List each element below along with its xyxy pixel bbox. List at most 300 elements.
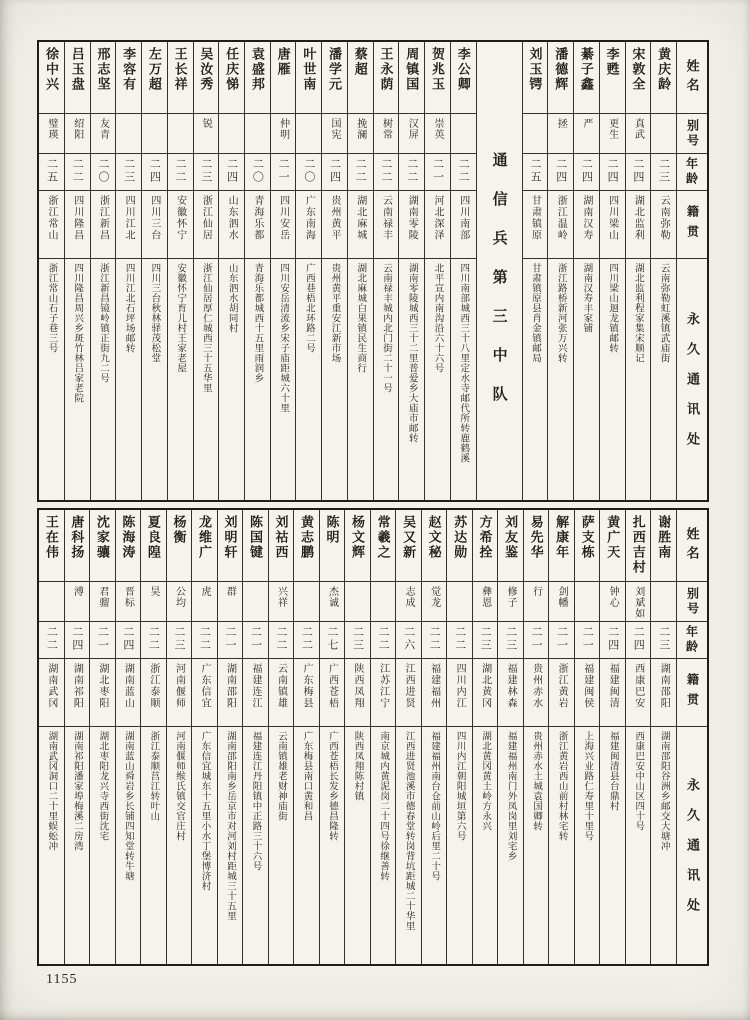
- entry-origin: 福建闽侯: [581, 663, 593, 709]
- entry-age: 二一: [431, 158, 444, 184]
- entry-origin-cell: [39, 191, 64, 259]
- entry-origin: 浙江常山: [45, 195, 57, 241]
- entry-origin: 江苏江宁: [377, 663, 389, 709]
- entry-origin: 贵州黄平: [329, 195, 341, 241]
- directory-entry-column: [398, 42, 424, 500]
- entry-age-cell: [116, 622, 141, 659]
- entry-alias-cell: [425, 114, 450, 154]
- entry-alias: 挽澜: [354, 118, 366, 140]
- entry-age: 二四: [580, 158, 593, 184]
- entry-address: 湖北监利程家集宋顺记: [632, 263, 644, 363]
- entry-name: 萨支栋: [579, 515, 595, 560]
- entry-name-cell: [451, 42, 476, 114]
- entry-name: 潘德辉: [553, 47, 569, 92]
- entry-alias-cell: [243, 582, 268, 622]
- entry-origin-cell: [271, 191, 296, 259]
- entry-age: 二三: [479, 626, 492, 652]
- entry-address: 云南弥勒虹溪镇武庙街: [658, 263, 670, 363]
- entry-age-cell: [574, 154, 599, 191]
- entry-address: 湖北枣阳龙兴寺西街沈宅: [97, 731, 109, 841]
- entry-alias-cell: [399, 114, 424, 154]
- entry-age: 二四: [70, 626, 83, 652]
- entry-age-cell: [498, 622, 523, 659]
- header-address-text: 永久通讯处: [685, 777, 700, 928]
- entry-origin-cell: [194, 191, 219, 259]
- entry-address-cell: [296, 259, 321, 500]
- entry-alias: 崇英: [431, 118, 443, 140]
- entry-origin: 云南镇雄: [275, 663, 287, 709]
- entry-name-cell: [626, 510, 651, 582]
- entry-alias-cell: [39, 582, 64, 622]
- entry-address: 四川三台秋林驿茂松堂: [149, 263, 161, 363]
- directory-entry-column: [64, 42, 90, 500]
- table-header-column: [676, 42, 707, 500]
- entry-name-cell: [296, 42, 321, 114]
- directory-entry-column: [344, 510, 370, 964]
- entry-name-cell: [65, 510, 90, 582]
- entry-origin-cell: [396, 659, 421, 727]
- entry-age-cell: [320, 622, 345, 659]
- entry-age: 二一: [223, 626, 236, 652]
- entry-name-cell: [447, 510, 472, 582]
- entry-alias-cell: [473, 582, 498, 622]
- entry-alias: 溥: [71, 586, 83, 597]
- entry-age-cell: [296, 154, 321, 191]
- entry-origin-cell: [192, 659, 217, 727]
- entry-name: 李甦: [604, 47, 620, 77]
- entry-address-cell: [473, 727, 498, 964]
- entry-alias-cell: [296, 114, 321, 154]
- entry-address-cell: [116, 259, 141, 500]
- entry-origin: 湖南邵阳: [658, 663, 670, 709]
- entry-origin: 四川隆昌: [71, 195, 83, 241]
- entry-name-cell: [245, 42, 270, 114]
- entry-age-cell: [396, 622, 421, 659]
- entry-name-cell: [651, 510, 676, 582]
- entry-origin: 河北深泽: [431, 195, 443, 241]
- entry-name: 陈明: [324, 515, 340, 545]
- entry-age-cell: [65, 154, 90, 191]
- directory-entry-column: [373, 42, 399, 500]
- directory-entry-column: [90, 42, 116, 500]
- entry-origin-cell: [116, 659, 141, 727]
- entry-origin-cell: [320, 659, 345, 727]
- entry-origin: 广东南海: [303, 195, 315, 241]
- entry-age-cell: [371, 622, 396, 659]
- entry-name: 叶世南: [301, 47, 317, 92]
- entry-name-cell: [194, 42, 219, 114]
- entry-alias: 觉龙: [428, 586, 440, 608]
- entry-origin: 四川江北: [123, 195, 135, 241]
- entry-alias-cell: [348, 114, 373, 154]
- entry-name-cell: [399, 42, 424, 114]
- entry-age-cell: [473, 622, 498, 659]
- entry-address-cell: [219, 259, 244, 500]
- roster-table-bottom: [37, 508, 709, 966]
- entry-age: 二四: [632, 626, 645, 652]
- entry-name-cell: [574, 42, 599, 114]
- header-age-text: 年龄: [684, 625, 699, 655]
- entry-name-cell: [396, 510, 421, 582]
- entry-origin-cell: [91, 191, 116, 259]
- entry-alias: 晋标: [122, 586, 134, 608]
- entry-name: 徐中兴: [43, 47, 59, 92]
- entry-age: 二六: [402, 626, 415, 652]
- entry-origin-cell: [116, 191, 141, 259]
- entry-age: 二一: [555, 626, 568, 652]
- entry-origin: 广东信宜: [198, 663, 210, 709]
- entry-alias-cell: [322, 114, 347, 154]
- entry-origin: 云南弥勒: [658, 195, 670, 241]
- entry-address: 浙江黄岩西山前村林宅转: [556, 731, 568, 841]
- entry-address-cell: [548, 259, 573, 500]
- directory-entry-column: [268, 510, 294, 964]
- directory-entry-column: [370, 510, 396, 964]
- entry-address-cell: [451, 259, 476, 500]
- entry-age-cell: [218, 622, 243, 659]
- entry-origin: 湖北黄冈: [479, 663, 491, 709]
- entry-origin-cell: [219, 191, 244, 259]
- entry-address: 福建闽清县台鼎村: [607, 731, 619, 811]
- entry-name: 常羲之: [375, 515, 391, 560]
- entry-age-cell: [168, 154, 193, 191]
- entry-alias-cell: [651, 114, 676, 154]
- entry-origin-cell: [296, 191, 321, 259]
- entry-address-cell: [245, 259, 270, 500]
- entry-alias-cell: [320, 582, 345, 622]
- entry-address-cell: [498, 727, 523, 964]
- entry-name-cell: [116, 42, 141, 114]
- entry-address-cell: [243, 727, 268, 964]
- entry-alias: 钟心: [607, 586, 619, 608]
- entry-address-cell: [399, 259, 424, 500]
- entry-name: 吕玉盘: [69, 47, 85, 92]
- entry-origin: 四川南部: [457, 195, 469, 241]
- entry-name-cell: [116, 510, 141, 582]
- entry-origin: 陕西凤翔: [352, 663, 364, 709]
- entry-age: 二〇: [96, 158, 109, 184]
- entry-name-cell: [142, 42, 167, 114]
- entry-alias-cell: [168, 114, 193, 154]
- entry-name-cell: [524, 510, 549, 582]
- entry-origin-cell: [549, 659, 574, 727]
- entry-origin-cell: [473, 659, 498, 727]
- entry-age-cell: [194, 154, 219, 191]
- entry-alias-cell: [294, 582, 319, 622]
- entry-age: 二三: [657, 158, 670, 184]
- entry-age: 二二: [428, 626, 441, 652]
- directory-entry-column: [244, 42, 270, 500]
- entry-age: 二四: [606, 626, 619, 652]
- entry-address: 云南禄丰城内北门街二十一号: [381, 263, 393, 393]
- entry-origin: 湖南祁阳: [71, 663, 83, 709]
- entry-age-cell: [422, 622, 447, 659]
- directory-entry-column: [650, 510, 676, 964]
- entry-address: 浙江仙居厚仁城西三十五华里: [200, 263, 212, 393]
- entry-alias-cell: [651, 582, 676, 622]
- header-origin-text: 籍贯: [685, 672, 700, 713]
- entry-address: 四川南部城西三十八里定水寺邮代所转鹿鹤溪: [458, 263, 470, 463]
- entry-alias-cell: [447, 582, 472, 622]
- entry-age: 二五: [528, 158, 541, 184]
- entry-origin-cell: [218, 659, 243, 727]
- entry-address-cell: [167, 727, 192, 964]
- entry-address-cell: [141, 727, 166, 964]
- entry-alias-cell: [167, 582, 192, 622]
- entry-origin: 四川三台: [148, 195, 160, 241]
- entry-alias: 友青: [97, 118, 109, 140]
- entry-address: 湖南邵阳谷洲乡邮交大塘冲: [658, 731, 670, 851]
- entry-address-cell: [651, 259, 676, 500]
- header-origin-label: [677, 191, 707, 259]
- entry-alias-cell: [194, 114, 219, 154]
- entry-origin-cell: [142, 191, 167, 259]
- entry-age: 二四: [554, 158, 567, 184]
- entry-name-cell: [422, 510, 447, 582]
- entry-origin-cell: [39, 659, 64, 727]
- entry-name-cell: [269, 510, 294, 582]
- entry-alias: 真武: [632, 118, 644, 140]
- entry-name-cell: [243, 510, 268, 582]
- directory-entry-column: [295, 42, 321, 500]
- roster-table-top: [37, 40, 709, 502]
- entry-origin: 河南偃师: [173, 663, 185, 709]
- entry-address-cell: [39, 727, 64, 964]
- entry-age-cell: [399, 154, 424, 191]
- entry-name: 綦子鑫: [578, 47, 594, 92]
- entry-alias: 刘斌如: [632, 586, 644, 619]
- entry-origin: 浙江温岭: [555, 195, 567, 241]
- entry-address-cell: [600, 259, 625, 500]
- entry-origin-cell: [575, 659, 600, 727]
- entry-address: 青海乐都城西十五里雨润乡: [252, 263, 264, 383]
- entry-address-cell: [626, 727, 651, 964]
- entry-age-cell: [116, 154, 141, 191]
- entry-name: 吴又新: [401, 515, 417, 560]
- entry-origin: 江西进贤: [403, 663, 415, 709]
- directory-entry-column: [450, 42, 476, 500]
- entry-age-cell: [451, 154, 476, 191]
- entry-name-cell: [473, 510, 498, 582]
- entry-age: 二一: [249, 626, 262, 652]
- entry-address: 浙江常山石子巷三号: [46, 263, 58, 353]
- entry-address: 上海兴业路仁寿里十里号: [582, 731, 594, 841]
- entry-name: 刘友鉴: [503, 515, 519, 560]
- entry-age: 二三: [122, 158, 135, 184]
- entry-name-cell: [271, 42, 296, 114]
- entry-name: 周镇国: [404, 47, 420, 92]
- entry-origin: 广东梅县: [301, 663, 313, 709]
- entry-alias-cell: [245, 114, 270, 154]
- entry-alias-cell: [269, 582, 294, 622]
- directory-entry-column: [472, 510, 498, 964]
- entry-origin-cell: [65, 191, 90, 259]
- entry-name-cell: [626, 42, 651, 114]
- entry-alias-cell: [626, 114, 651, 154]
- entry-age: 二七: [326, 626, 339, 652]
- entry-address-cell: [65, 259, 90, 500]
- entry-age: 二二: [377, 626, 390, 652]
- entry-address: 湖南汉寿丰家铺: [581, 263, 593, 333]
- entry-age: 二一: [530, 626, 543, 652]
- directory-entry-column: [270, 42, 296, 500]
- entry-name: 蔡超: [352, 47, 368, 77]
- entry-age-cell: [447, 622, 472, 659]
- directory-entry-column: [548, 510, 574, 964]
- directory-entry-column: [319, 510, 345, 964]
- unit-title-text: 通信兵第三中队: [490, 152, 508, 425]
- entry-origin-cell: [422, 659, 447, 727]
- entry-address-cell: [116, 727, 141, 964]
- entry-name-cell: [600, 42, 625, 114]
- entry-age-cell: [269, 622, 294, 659]
- header-address-label: [677, 259, 707, 500]
- entry-origin: 湖南蓝山: [122, 663, 134, 709]
- entry-age-cell: [600, 154, 625, 191]
- header-name-label: [677, 42, 707, 114]
- entry-age: 二四: [631, 158, 644, 184]
- entry-name: 刘玉锷: [527, 47, 543, 92]
- directory-entry-column: [574, 510, 600, 964]
- entry-alias: 严: [580, 118, 592, 129]
- entry-origin: 西康巴安: [632, 663, 644, 709]
- entry-alias-cell: [219, 114, 244, 154]
- entry-address: 福建福州南门外凤岗里刘宅乡: [505, 731, 517, 861]
- entry-name-cell: [322, 42, 347, 114]
- entry-alias: 昊: [147, 586, 159, 597]
- entry-age: 二三: [199, 158, 212, 184]
- header-name-label: [677, 510, 707, 582]
- entry-age-cell: [141, 622, 166, 659]
- entry-age-cell: [167, 622, 192, 659]
- entry-name: 解康年: [554, 515, 570, 560]
- entry-origin-cell: [451, 191, 476, 259]
- entry-name-cell: [575, 510, 600, 582]
- entry-name-cell: [168, 42, 193, 114]
- entry-alias: 公均: [173, 586, 185, 608]
- entry-address: 湖南零陵城西三十二里普爱乡大庙市邮转: [406, 263, 418, 443]
- entry-name-cell: [65, 42, 90, 114]
- entry-address: 广西苍梧长发乡德昌隆转: [327, 731, 339, 841]
- entry-alias: 杰诚: [326, 586, 338, 608]
- entry-alias: 更生: [606, 118, 618, 140]
- entry-address-cell: [374, 259, 399, 500]
- entry-age-cell: [39, 622, 64, 659]
- entry-origin-cell: [600, 191, 625, 259]
- entry-alias-cell: [142, 114, 167, 154]
- entry-name: 赵文秘: [426, 515, 442, 560]
- entry-address: 四川隆昌周兴乡斑竹林吕家老院: [72, 263, 84, 403]
- entry-age-cell: [39, 154, 64, 191]
- entry-address: 湖北黄冈黄土岭方永兴: [480, 731, 492, 831]
- directory-entry-column: [191, 510, 217, 964]
- entry-name: 杨衡: [171, 515, 187, 545]
- entry-name-cell: [651, 42, 676, 114]
- entry-origin: 福建闽清: [607, 663, 619, 709]
- entry-age-cell: [271, 154, 296, 191]
- entry-address: 浙江新昌镜岭镇正街九二号: [97, 263, 109, 383]
- entry-address: 云南镇雄老财神庙街: [276, 731, 287, 821]
- entry-alias-cell: [523, 114, 548, 154]
- entry-origin-cell: [651, 659, 676, 727]
- entry-age: 二二: [300, 626, 313, 652]
- header-alias-label: [677, 582, 707, 622]
- entry-name-cell: [320, 510, 345, 582]
- entry-name-cell: [294, 510, 319, 582]
- entry-age: 二五: [45, 158, 58, 184]
- entry-alias: 锐: [200, 118, 212, 129]
- entry-name: 刘祜西: [273, 515, 289, 560]
- entry-address: 福建福州南台仓前山岭后里二十号: [429, 731, 441, 881]
- entry-name: 唐科扬: [69, 515, 85, 560]
- entry-age-cell: [374, 154, 399, 191]
- entry-origin-cell: [498, 659, 523, 727]
- entry-address: 浙江路桥新河张万兴转: [555, 263, 567, 363]
- entry-address-cell: [142, 259, 167, 500]
- entry-alias-cell: [626, 582, 651, 622]
- header-origin-label: [677, 659, 707, 727]
- entry-age: 二〇: [302, 158, 315, 184]
- entry-alias-cell: [451, 114, 476, 154]
- entry-address-cell: [348, 259, 373, 500]
- entry-age-cell: [548, 154, 573, 191]
- entry-origin-cell: [167, 659, 192, 727]
- entry-alias-cell: [65, 582, 90, 622]
- entry-age: 二二: [147, 626, 160, 652]
- entry-address-cell: [422, 727, 447, 964]
- entry-name: 袁盛邦: [249, 47, 265, 92]
- entry-alias-cell: [192, 582, 217, 622]
- entry-age-cell: [651, 622, 676, 659]
- entry-name: 任庆悌: [224, 47, 240, 92]
- header-alias-text: 别号: [685, 118, 700, 149]
- entry-name-cell: [548, 42, 573, 114]
- entry-age: 二二: [380, 158, 393, 184]
- entry-name: 沈家骧: [94, 515, 110, 560]
- entry-name: 邢志坚: [95, 47, 111, 92]
- directory-entry-column: [497, 510, 523, 964]
- entry-age: 二一: [96, 626, 109, 652]
- entry-name-cell: [192, 510, 217, 582]
- entry-alias: 彝恩: [479, 586, 491, 608]
- entry-origin-cell: [245, 191, 270, 259]
- entry-name-cell: [348, 42, 373, 114]
- directory-entry-column: [321, 42, 347, 500]
- entry-origin: 浙江新昌: [97, 195, 109, 241]
- directory-entry-column: [625, 510, 651, 964]
- entry-address: 湖南武冈洞口二十里蜈蚣冲: [46, 731, 58, 851]
- directory-entry-column: [424, 42, 450, 500]
- entry-alias-cell: [549, 582, 574, 622]
- entry-address: 贵州黄平重安江新市场: [329, 263, 341, 363]
- entry-origin-cell: [626, 191, 651, 259]
- entry-origin-cell: [523, 191, 548, 259]
- entry-name: 王在伟: [43, 515, 59, 560]
- entry-address-cell: [271, 259, 296, 500]
- entry-name: 宋敦全: [630, 47, 646, 92]
- entry-age-cell: [345, 622, 370, 659]
- entry-origin: 福建福州: [428, 663, 440, 709]
- entry-origin-cell: [269, 659, 294, 727]
- entry-origin: 甘肃镇原: [529, 195, 541, 241]
- entry-origin-cell: [345, 659, 370, 727]
- entry-age-cell: [651, 154, 676, 191]
- entry-age-cell: [192, 622, 217, 659]
- entry-age: 二三: [172, 626, 185, 652]
- entry-alias-cell: [345, 582, 370, 622]
- entry-age-cell: [524, 622, 549, 659]
- entry-age: 二二: [457, 158, 470, 184]
